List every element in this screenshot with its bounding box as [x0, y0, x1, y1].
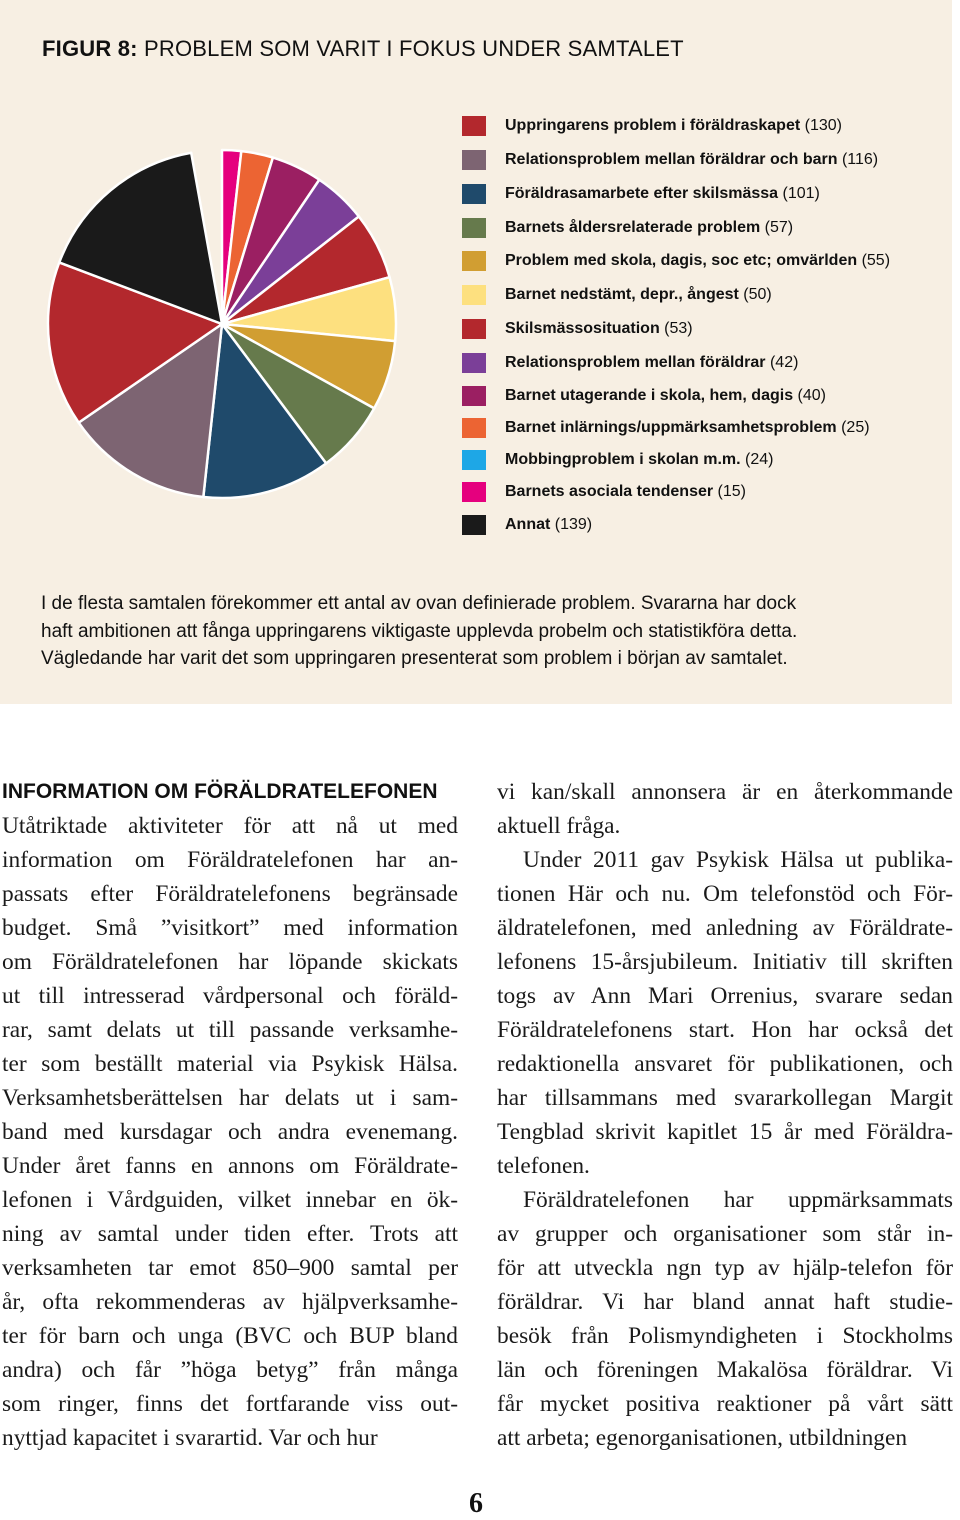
legend-item [462, 478, 942, 502]
legend-item [462, 349, 942, 373]
legend-count: (53) [664, 320, 693, 337]
legend-text [505, 451, 773, 469]
text-line: tionen Här och nu. Om telefonstöd och För- [497, 881, 953, 907]
legend-swatch [462, 386, 486, 406]
text-line: att arbeta; egenorganisationen, utbildningen [497, 1425, 908, 1451]
text-line: föräldrar. Vi har bland annat haft studie- [497, 1289, 953, 1315]
legend-label: Mobbingproblem i skolan m.m. [505, 451, 741, 468]
text-line: lefonens 15-årsjubileum. Initiativ till skriften [497, 949, 953, 975]
text-line: år, ofta rekommenderas av hjälpverksamhe- [2, 1289, 458, 1315]
text-line: togs av Ann Mari Orrenius, svarare sedan [497, 983, 953, 1009]
legend-swatch [462, 218, 486, 238]
text-line: Under året fanns en annons om Föräldrate- [2, 1153, 458, 1179]
page-number: 6 [469, 1488, 483, 1519]
legend-label: Relationsproblem mellan föräldrar [505, 354, 766, 371]
text-line: budget. Små ”visitkort” med information [2, 915, 458, 941]
legend-item [462, 180, 942, 204]
text-line: av grupper och organisationer som står in- [497, 1221, 953, 1247]
figure-note [41, 590, 941, 673]
text-line: redaktionella ansvaret för publikationen, och [497, 1051, 953, 1077]
legend-label: Föräldrasamarbete efter skilsmässa [505, 185, 779, 202]
text-line: har tillsammans med svararkollegan Margit [497, 1085, 953, 1111]
pie-chart [46, 148, 398, 500]
legend-text [505, 516, 592, 534]
text-line: vi kan/skall annonsera är en återkommande [497, 779, 953, 805]
legend-swatch [462, 285, 486, 305]
legend-swatch [462, 482, 486, 502]
legend-swatch [462, 319, 486, 339]
legend-swatch [462, 353, 486, 373]
legend-label: Barnet inlärnings/uppmärksamhetsproblem [505, 419, 837, 436]
legend-text [505, 387, 826, 405]
text-line: band med kursdagar och andra evenemang. [2, 1119, 458, 1145]
legend-item [462, 112, 942, 136]
legend-text [505, 286, 772, 304]
text-line: äldratelefonen, med anledning av Föräldrate- [497, 915, 953, 941]
text-line: telefonen. [497, 1153, 590, 1179]
legend-count: (130) [804, 117, 842, 134]
legend-item [462, 214, 942, 238]
text-line: ter för barn och unga (BVC och BUP bland [2, 1323, 458, 1349]
legend-label: Barnet utagerande i skola, hem, dagis [505, 387, 794, 404]
legend-item [462, 382, 942, 406]
legend-swatch [462, 184, 486, 204]
text-line: Verksamhetsberättelsen har delats ut i sam- [2, 1085, 458, 1111]
legend-item [462, 511, 942, 535]
text-line: information om Föräldratelefonen har an- [2, 847, 458, 873]
legend-text [505, 219, 793, 237]
text-line: besök från Polismyndigheten i Stockholms [497, 1323, 953, 1349]
legend-swatch [462, 251, 486, 271]
legend-label: Annat [505, 516, 551, 533]
legend-label: Barnets åldersrelaterade problem [505, 219, 761, 236]
text-line: aktuell fråga. [497, 813, 621, 839]
legend-count: (50) [743, 286, 772, 303]
legend-count: (57) [764, 219, 794, 236]
legend-label: Skilsmässosituation [505, 320, 660, 337]
legend-text [505, 117, 842, 135]
figure-title [42, 36, 684, 62]
text-line: ter som beställt material via Psykisk Hälsa. [2, 1051, 458, 1077]
legend-label: Relationsproblem mellan föräldrar och barn [505, 151, 838, 168]
legend-count: (15) [717, 483, 746, 500]
legend-swatch [462, 515, 486, 535]
legend-item [462, 281, 942, 305]
legend-swatch [462, 150, 486, 170]
text-line: lefonen i Vårdguiden, vilket innebar en ök- [2, 1187, 458, 1213]
legend-label: Barnet nedstämt, depr., ångest [505, 286, 739, 303]
legend-count: (55) [861, 252, 891, 269]
figure-title-text: PROBLEM SOM VARIT I FOKUS UNDER SAMTALET [137, 36, 684, 61]
text-line: verksamheten tar emot 850–900 samtal per [2, 1255, 458, 1281]
legend-text [505, 419, 870, 437]
figure-note-line: Vägledande har varit det som uppringaren presenterat som problem i början av samtalet. [41, 648, 788, 669]
text-line: andra) och får ”höga betyg” från många [2, 1357, 458, 1383]
legend-item [462, 446, 942, 470]
text-line: ut till intresserad vårdpersonal och föräld- [2, 983, 458, 1009]
text-line: län och föreningen Makalösa föräldrar. Vi [497, 1357, 953, 1383]
legend-swatch [462, 418, 486, 438]
legend-label: Problem med skola, dagis, soc etc; omvärlden [505, 252, 858, 269]
legend-label: Barnets asociala tendenser [505, 483, 714, 500]
legend-item [462, 146, 942, 170]
section-heading: INFORMATION OM FÖRÄLDRATELEFONEN [2, 780, 438, 803]
legend-swatch [462, 116, 486, 136]
article-column-left [2, 775, 458, 1455]
legend-text [505, 354, 798, 372]
text-line: passats efter Föräldratelefonens begränsade [2, 881, 458, 907]
figure-panel [0, 0, 952, 704]
legend-text [505, 320, 693, 338]
legend-text [505, 252, 890, 270]
legend-count: (139) [554, 516, 593, 533]
legend-label: Uppringarens problem i föräldraskapet [505, 117, 801, 134]
legend-text [505, 185, 820, 203]
legend-count: (40) [797, 387, 826, 404]
legend-count: (42) [769, 354, 799, 371]
text-line: Utåtriktade aktiviteter för att nå ut med [2, 813, 458, 839]
figure-note-line: I de flesta samtalen förekommer ett antal av ovan definierade problem. Svararna har dock [41, 593, 797, 614]
text-line: nyttjad kapacitet i svarartid. Var och hur [2, 1425, 378, 1451]
text-line: Föräldratelefonens start. Hon har också det [497, 1017, 953, 1043]
text-line: som ringer, finns det fortfarande viss out- [2, 1391, 458, 1417]
legend-text [505, 151, 878, 169]
text-line: Under 2011 gav Psykisk Hälsa ut publika- [523, 847, 953, 873]
legend-swatch [462, 450, 486, 470]
legend-count: (116) [841, 151, 879, 168]
legend-item [462, 247, 942, 271]
legend-count: (25) [841, 419, 870, 436]
legend-item [462, 414, 942, 438]
legend-count: (101) [782, 185, 820, 202]
text-line: ning av samtal under tiden efter. Trots att [2, 1221, 458, 1247]
text-line: rar, samt delats ut till passande verksamhe- [2, 1017, 458, 1043]
legend-item [462, 315, 942, 339]
text-line: får mycket positiva reaktioner på vårt sätt [497, 1391, 953, 1417]
legend-count: (24) [745, 451, 774, 468]
legend-text [505, 483, 746, 501]
figure-title-lead: FIGUR 8: [42, 36, 138, 61]
text-line: för att utveckla ngn typ av hjälp-telefon för [497, 1255, 953, 1281]
text-line: Tengblad skrivit kapitlet 15 år med Föräldra- [497, 1119, 953, 1145]
text-line: om Föräldratelefonen har löpande skickats [2, 949, 458, 975]
article-column-right [497, 775, 953, 1455]
text-line: Föräldratelefonen har uppmärksammats [523, 1187, 953, 1213]
figure-note-line: haft ambitionen att fånga uppringarens viktigaste upplevda probelm och statistikföra detta. [41, 620, 798, 642]
